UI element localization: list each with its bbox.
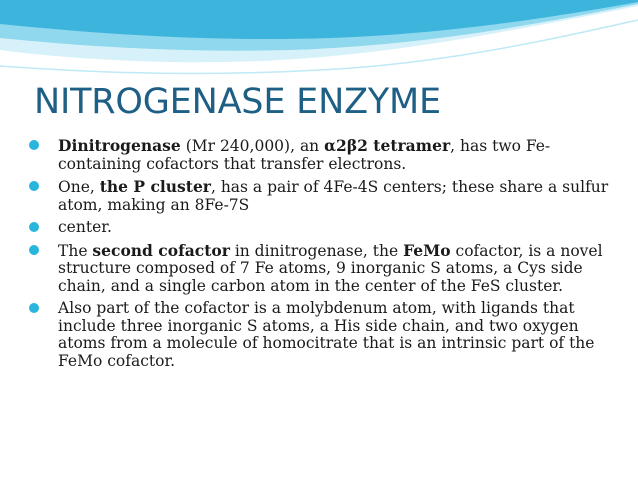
bullet-emphasis: second cofactor [92, 240, 230, 260]
bullet-segment: , has a pair of 4Fe-4S centers; these share a sulfur atom, making an 8Fe-7S [58, 178, 609, 214]
bullet-segment: in dinitrogenase, the [229, 241, 404, 260]
bullet-segment: cofactor, is a novel structure composed of 7 Fe atoms, 9 inorganic S atoms, a Cys side chain, and a single carbon atom in the center of the FeS cluster. [58, 241, 603, 295]
bullet-item [28, 300, 610, 370]
bullet-item [28, 178, 610, 214]
bullet-dot-icon [29, 303, 39, 313]
bullet-segment: One, [58, 178, 100, 196]
bullet-segment: , has two Fe-containing cofactors that transfer electrons. [58, 137, 551, 173]
bullet-list [28, 137, 610, 375]
bullet-text [58, 299, 594, 370]
bullet-dot-icon [29, 140, 39, 150]
bullet-item [28, 219, 610, 237]
bullet-segment: (Mr 240,000), an [180, 137, 325, 155]
bullet-emphasis: FeMo [403, 240, 451, 260]
bullet-segment: The [58, 241, 93, 260]
bullet-text [58, 137, 550, 173]
bullet-dot-icon [29, 222, 39, 232]
bullet-item [28, 242, 610, 296]
bullet-emphasis: α2β2 tetramer [324, 136, 451, 155]
slide-title: NITROGENASE ENZYME [34, 82, 441, 122]
bullet-segment: center. [58, 218, 112, 236]
bullet-dot-icon [29, 181, 39, 191]
bullet-text [58, 178, 608, 214]
bullet-item [28, 137, 610, 173]
bullet-emphasis: Dinitrogenase [58, 136, 181, 155]
bullet-text [58, 218, 112, 236]
bullet-text [58, 242, 603, 295]
bullet-segment: Also part of the cofactor is a molybdenum atom, with ligands that include three inorganic S atoms, a His side chain, and two oxygen atoms from a molecule of homocitrate that is an intrinsic part of the FeMo cofactor. [58, 299, 595, 370]
bullet-dot-icon [29, 245, 39, 255]
bullet-emphasis: the P cluster [99, 177, 211, 196]
